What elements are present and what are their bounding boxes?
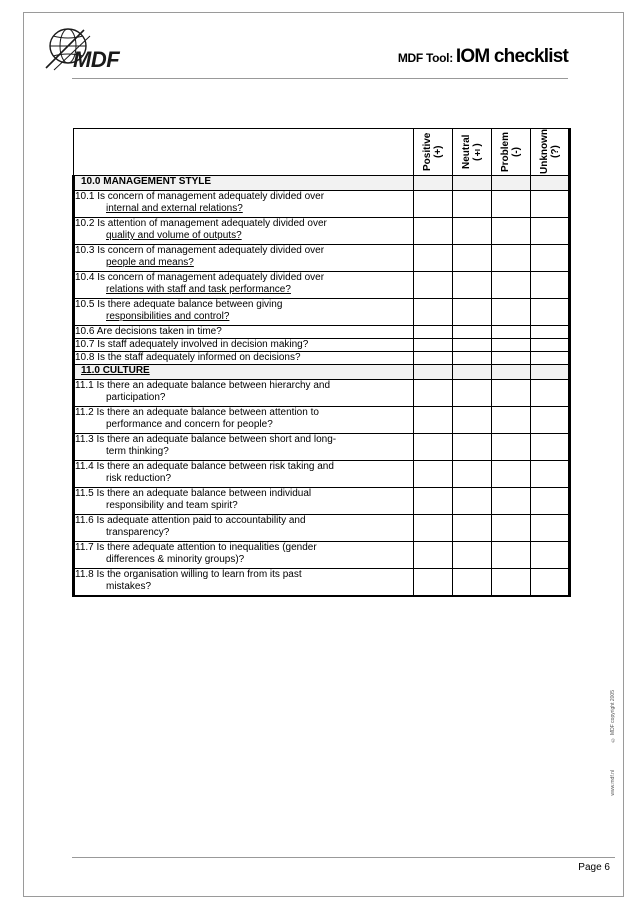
answer-cell-neutral[interactable] — [453, 191, 492, 218]
section-title: 10.0 MANAGEMENT STYLE — [74, 176, 414, 191]
question-cell — [74, 515, 414, 542]
answer-cell-problem[interactable] — [492, 299, 531, 326]
question-text: Is concern of management adequately divided over — [97, 245, 325, 256]
answer-cell-neutral[interactable] — [453, 339, 492, 352]
question-cell — [74, 272, 414, 299]
question-cell — [74, 569, 414, 597]
answer-cell-unknown[interactable] — [531, 461, 570, 488]
answer-cell-neutral[interactable] — [453, 461, 492, 488]
question-cell — [74, 218, 414, 245]
section-answer-cell — [414, 365, 453, 380]
column-header-unknown: Unknown (?) — [531, 129, 570, 176]
checklist-table-wrapper — [72, 128, 568, 597]
question-cell — [74, 461, 414, 488]
checklist-row — [74, 515, 570, 542]
answer-cell-problem[interactable] — [492, 461, 531, 488]
question-text-continued: mistakes? — [106, 581, 152, 592]
copyright-text: © MDF copyright 2005 — [610, 690, 616, 743]
answer-cell-neutral[interactable] — [453, 488, 492, 515]
question-text: Are decisions taken in time? — [96, 326, 222, 337]
answer-cell-problem[interactable] — [492, 218, 531, 245]
answer-cell-positive[interactable] — [414, 380, 453, 407]
question-number: 11.4 — [75, 461, 94, 472]
checklist-row — [74, 352, 570, 365]
question-cell — [74, 299, 414, 326]
question-text-continued: internal and external relations? — [106, 203, 243, 214]
answer-cell-neutral[interactable] — [453, 434, 492, 461]
answer-cell-problem[interactable] — [492, 191, 531, 218]
checklist-row — [74, 407, 570, 434]
question-text-continued: differences & minority groups)? — [106, 554, 245, 565]
answer-cell-neutral[interactable] — [453, 407, 492, 434]
question-text-continued: transparency? — [106, 527, 170, 538]
question-number: 11.3 — [75, 434, 94, 445]
question-text-continued: relations with staff and task performance? — [106, 284, 291, 295]
question-text: Is concern of management adequately divided over — [97, 191, 325, 202]
checklist-row — [74, 339, 570, 352]
checklist-row — [74, 191, 570, 218]
website-text: www.mdf.nl — [610, 770, 616, 796]
answer-cell-neutral[interactable] — [453, 245, 492, 272]
answer-cell-problem[interactable] — [492, 488, 531, 515]
answer-cell-unknown[interactable] — [531, 434, 570, 461]
question-text: Is there an adequate balance between hierarchy and — [96, 380, 331, 391]
checklist-row — [74, 245, 570, 272]
checklist-row — [74, 461, 570, 488]
answer-cell-neutral[interactable] — [453, 515, 492, 542]
page-number: Page 6 — [578, 862, 610, 873]
answer-cell-unknown[interactable] — [531, 352, 570, 365]
header-divider — [72, 78, 568, 79]
answer-cell-problem[interactable] — [492, 352, 531, 365]
question-number: 11.7 — [75, 542, 94, 553]
answer-cell-positive[interactable] — [414, 218, 453, 245]
answer-cell-positive[interactable] — [414, 488, 453, 515]
question-text: Is there adequate attention to inequalities (gender — [96, 542, 317, 553]
column-header-row — [74, 129, 570, 176]
question-cell — [74, 326, 414, 339]
checklist-row — [74, 569, 570, 597]
answer-cell-unknown[interactable] — [531, 299, 570, 326]
question-cell — [74, 191, 414, 218]
column-header-neutral: Neutral (±) — [453, 129, 492, 176]
section-answer-cell — [414, 176, 453, 191]
answer-cell-unknown[interactable] — [531, 542, 570, 569]
answer-cell-problem[interactable] — [492, 326, 531, 339]
column-header-positive: Positive (+) — [414, 129, 453, 176]
answer-cell-positive[interactable] — [414, 407, 453, 434]
answer-cell-positive[interactable] — [414, 326, 453, 339]
question-text-continued: quality and volume of outputs? — [106, 230, 242, 241]
title-prefix: MDF Tool: — [397, 51, 453, 65]
checklist-row — [74, 272, 570, 299]
checklist-row — [74, 218, 570, 245]
page-title — [398, 46, 568, 68]
answer-cell-problem[interactable] — [492, 272, 531, 299]
question-text-continued: performance and concern for people? — [106, 419, 273, 430]
answer-cell-neutral[interactable] — [453, 352, 492, 365]
question-text: Is the organisation willing to learn from its past — [96, 569, 302, 580]
section-answer-cell — [453, 176, 492, 191]
answer-cell-unknown[interactable] — [531, 407, 570, 434]
footer-divider — [72, 857, 615, 858]
answer-cell-positive[interactable] — [414, 461, 453, 488]
question-number: 10.8 — [75, 352, 95, 363]
question-text-continued: people and means? — [106, 257, 194, 268]
question-cell — [74, 407, 414, 434]
section-answer-cell — [492, 176, 531, 191]
answer-cell-positive[interactable] — [414, 245, 453, 272]
question-text: Is there adequate balance between giving — [97, 299, 283, 310]
question-number: 11.1 — [75, 380, 94, 391]
answer-cell-positive[interactable] — [414, 191, 453, 218]
question-text: Is there an adequate balance between attention to — [96, 407, 319, 418]
answer-cell-unknown[interactable] — [531, 245, 570, 272]
answer-cell-neutral[interactable] — [453, 542, 492, 569]
answer-cell-neutral[interactable] — [453, 272, 492, 299]
answer-cell-positive[interactable] — [414, 299, 453, 326]
answer-cell-neutral[interactable] — [453, 218, 492, 245]
question-cell — [74, 245, 414, 272]
answer-cell-unknown[interactable] — [531, 488, 570, 515]
question-text-continued: participation? — [106, 392, 166, 403]
answer-cell-positive[interactable] — [414, 272, 453, 299]
question-text: Is the staff adequately informed on decisions? — [97, 352, 301, 363]
logo-text: MDF — [73, 47, 120, 72]
answer-cell-unknown[interactable] — [531, 191, 570, 218]
answer-cell-problem[interactable] — [492, 569, 531, 597]
answer-cell-problem[interactable] — [492, 339, 531, 352]
answer-cell-positive[interactable] — [414, 542, 453, 569]
question-text: Is there an adequate balance between individual — [96, 488, 312, 499]
section-header-row — [74, 365, 570, 380]
column-header-problem: Problem (-) — [492, 129, 531, 176]
answer-cell-unknown[interactable] — [531, 326, 570, 339]
answer-cell-problem[interactable] — [492, 407, 531, 434]
question-cell — [74, 352, 414, 365]
question-cell — [74, 380, 414, 407]
checklist-body — [74, 176, 570, 597]
section-answer-cell — [531, 176, 570, 191]
question-number: 11.5 — [75, 488, 94, 499]
question-number: 10.7 — [75, 339, 95, 350]
checklist-row — [74, 326, 570, 339]
answer-cell-unknown[interactable] — [531, 569, 570, 597]
question-number: 10.6 — [75, 326, 95, 337]
section-answer-cell — [453, 365, 492, 380]
answer-cell-neutral[interactable] — [453, 299, 492, 326]
question-number: 10.2 — [75, 218, 95, 229]
question-text: Is adequate attention paid to accountability and — [96, 515, 306, 526]
checklist-row — [74, 299, 570, 326]
answer-cell-problem[interactable] — [492, 380, 531, 407]
question-text: Is there an adequate balance between risk taking and — [96, 461, 334, 472]
checklist-row — [74, 380, 570, 407]
question-text: Is there an adequate balance between short and long- — [96, 434, 337, 445]
answer-cell-unknown[interactable] — [531, 515, 570, 542]
question-number: 10.3 — [75, 245, 95, 256]
answer-cell-unknown[interactable] — [531, 380, 570, 407]
question-text: Is attention of management adequately divided over — [97, 218, 327, 229]
question-number: 10.4 — [75, 272, 95, 283]
question-column-header — [74, 129, 414, 176]
answer-cell-neutral[interactable] — [453, 569, 492, 597]
answer-cell-positive[interactable] — [414, 339, 453, 352]
answer-cell-problem[interactable] — [492, 245, 531, 272]
question-text-continued: responsibilities and control? — [106, 311, 230, 322]
answer-cell-positive[interactable] — [414, 569, 453, 597]
answer-cell-positive[interactable] — [414, 434, 453, 461]
checklist-row — [74, 488, 570, 515]
question-text-continued: term thinking? — [106, 446, 169, 457]
section-title: 11.0 CULTURE — [74, 365, 414, 380]
section-answer-cell — [531, 365, 570, 380]
question-text: Is staff adequately involved in decision making? — [97, 339, 309, 350]
answer-cell-positive[interactable] — [414, 515, 453, 542]
checklist-row — [74, 434, 570, 461]
checklist-row — [74, 542, 570, 569]
question-text: Is concern of management adequately divided over — [97, 272, 325, 283]
section-header-row — [74, 176, 570, 191]
answer-cell-problem[interactable] — [492, 542, 531, 569]
answer-cell-neutral[interactable] — [453, 326, 492, 339]
answer-cell-positive[interactable] — [414, 352, 453, 365]
answer-cell-problem[interactable] — [492, 515, 531, 542]
answer-cell-unknown[interactable] — [531, 218, 570, 245]
question-cell — [74, 434, 414, 461]
question-number: 10.5 — [75, 299, 95, 310]
answer-cell-unknown[interactable] — [531, 339, 570, 352]
title-main: IOM checklist — [455, 46, 568, 67]
question-number: 10.1 — [75, 191, 95, 202]
question-text-continued: risk reduction? — [106, 473, 172, 484]
checklist-table — [72, 128, 571, 597]
question-number: 11.6 — [75, 515, 94, 526]
question-text-continued: responsibility and team spirit? — [106, 500, 238, 511]
answer-cell-problem[interactable] — [492, 434, 531, 461]
section-answer-cell — [492, 365, 531, 380]
question-number: 11.2 — [75, 407, 94, 418]
question-cell — [74, 339, 414, 352]
question-cell — [74, 542, 414, 569]
answer-cell-neutral[interactable] — [453, 380, 492, 407]
question-number: 11.8 — [75, 569, 94, 580]
answer-cell-unknown[interactable] — [531, 272, 570, 299]
question-cell — [74, 488, 414, 515]
